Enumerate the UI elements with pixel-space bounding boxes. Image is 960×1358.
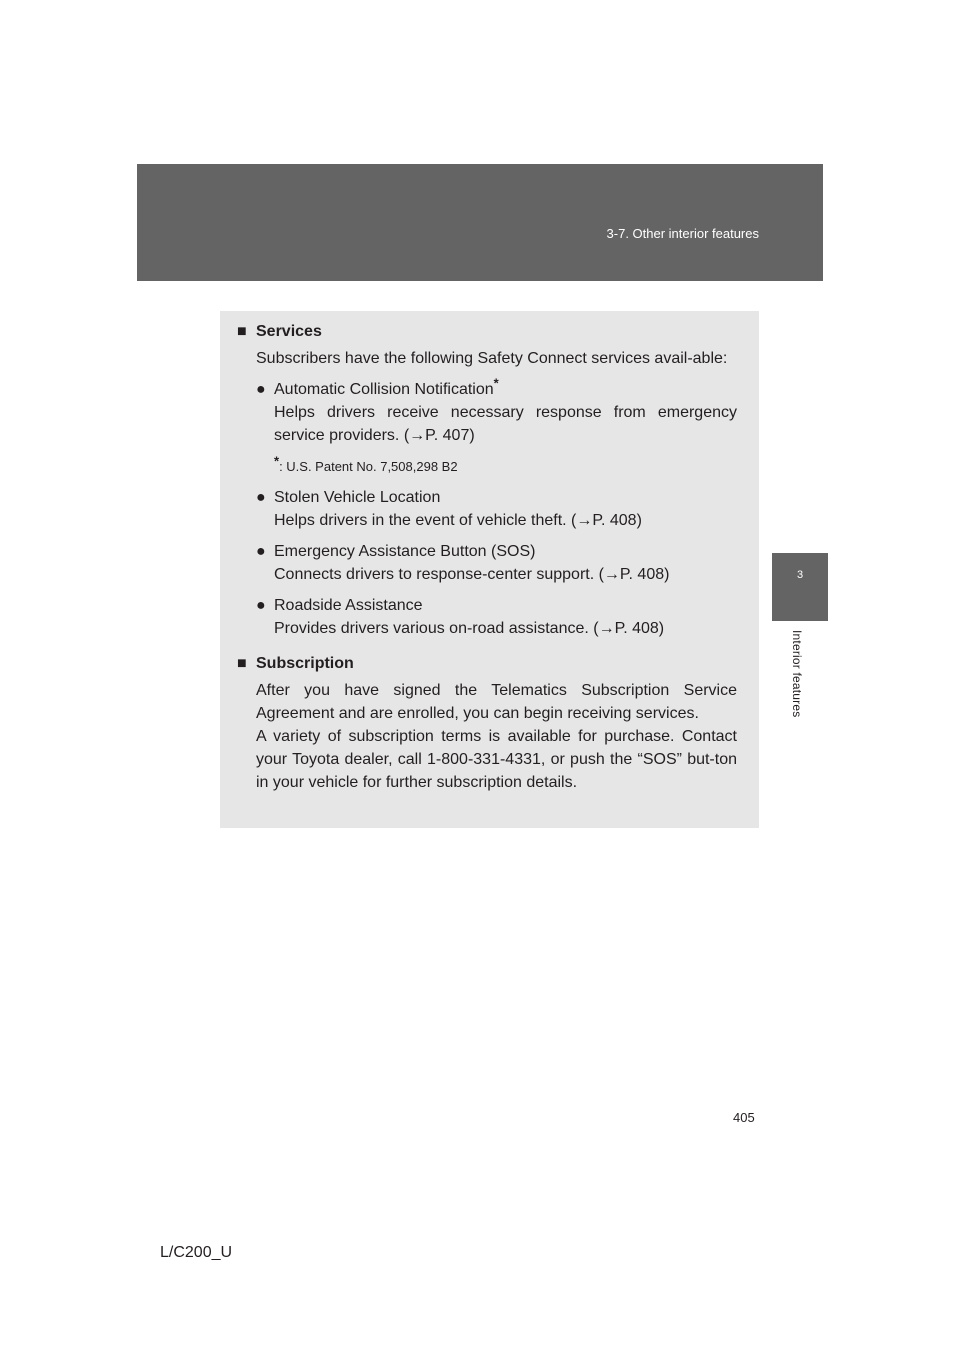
section-title: 3-7. Other interior features	[606, 226, 759, 241]
circle-bullet-icon: ●	[256, 543, 266, 560]
list-item	[256, 375, 737, 447]
square-bullet-icon: ■	[237, 655, 247, 672]
item-description: Helps drivers in the event of vehicle theft. (→P. 408)	[274, 512, 642, 529]
footnote-star: *	[274, 453, 280, 469]
subscription-heading	[237, 652, 737, 675]
services-heading-text: Services	[256, 323, 322, 340]
header-band	[137, 164, 823, 281]
subscription-para-1: After you have signed the Telematics Subscription Service Agreement and are enrolled, you can begin receiving services.	[256, 682, 737, 722]
list-item	[256, 486, 737, 532]
footnote-star: *	[493, 375, 499, 391]
circle-bullet-icon: ●	[256, 597, 266, 614]
document-code: L/C200_U	[160, 1244, 233, 1261]
chapter-label: Interior features	[790, 630, 804, 718]
item-title: Automatic Collision Notification	[274, 381, 494, 398]
list-item	[256, 594, 737, 640]
item-description: Helps drivers receive necessary response from emergency service providers. (→P. 407)	[274, 404, 737, 444]
page-number: 405	[733, 1110, 755, 1125]
subscription-heading-text: Subscription	[256, 655, 354, 672]
circle-bullet-icon: ●	[256, 381, 266, 398]
info-content	[237, 320, 737, 794]
item-description: Provides drivers various on-road assistance. (→P. 408)	[274, 620, 665, 637]
footnote	[274, 455, 737, 478]
item-title: Emergency Assistance Button (SOS)	[274, 543, 536, 560]
services-heading	[237, 320, 737, 343]
subscription-para-2: A variety of subscription terms is available for purchase. Contact your Toyota dealer, call 1-800-331-4331, or push the “SOS” but-ton in your vehicle for further subscription details.	[256, 728, 737, 791]
circle-bullet-icon: ●	[256, 489, 266, 506]
services-intro: Subscribers have the following Safety Connect services avail-able:	[256, 350, 728, 367]
item-title: Stolen Vehicle Location	[274, 489, 441, 506]
chapter-number: 3	[796, 569, 804, 581]
chapter-tab	[772, 553, 828, 621]
list-item	[256, 540, 737, 586]
item-title: Roadside Assistance	[274, 597, 423, 614]
square-bullet-icon: ■	[237, 323, 247, 340]
footnote-text: : U.S. Patent No. 7,508,298 B2	[279, 459, 458, 474]
item-description: Connects drivers to response-center support. (→P. 408)	[274, 566, 670, 583]
